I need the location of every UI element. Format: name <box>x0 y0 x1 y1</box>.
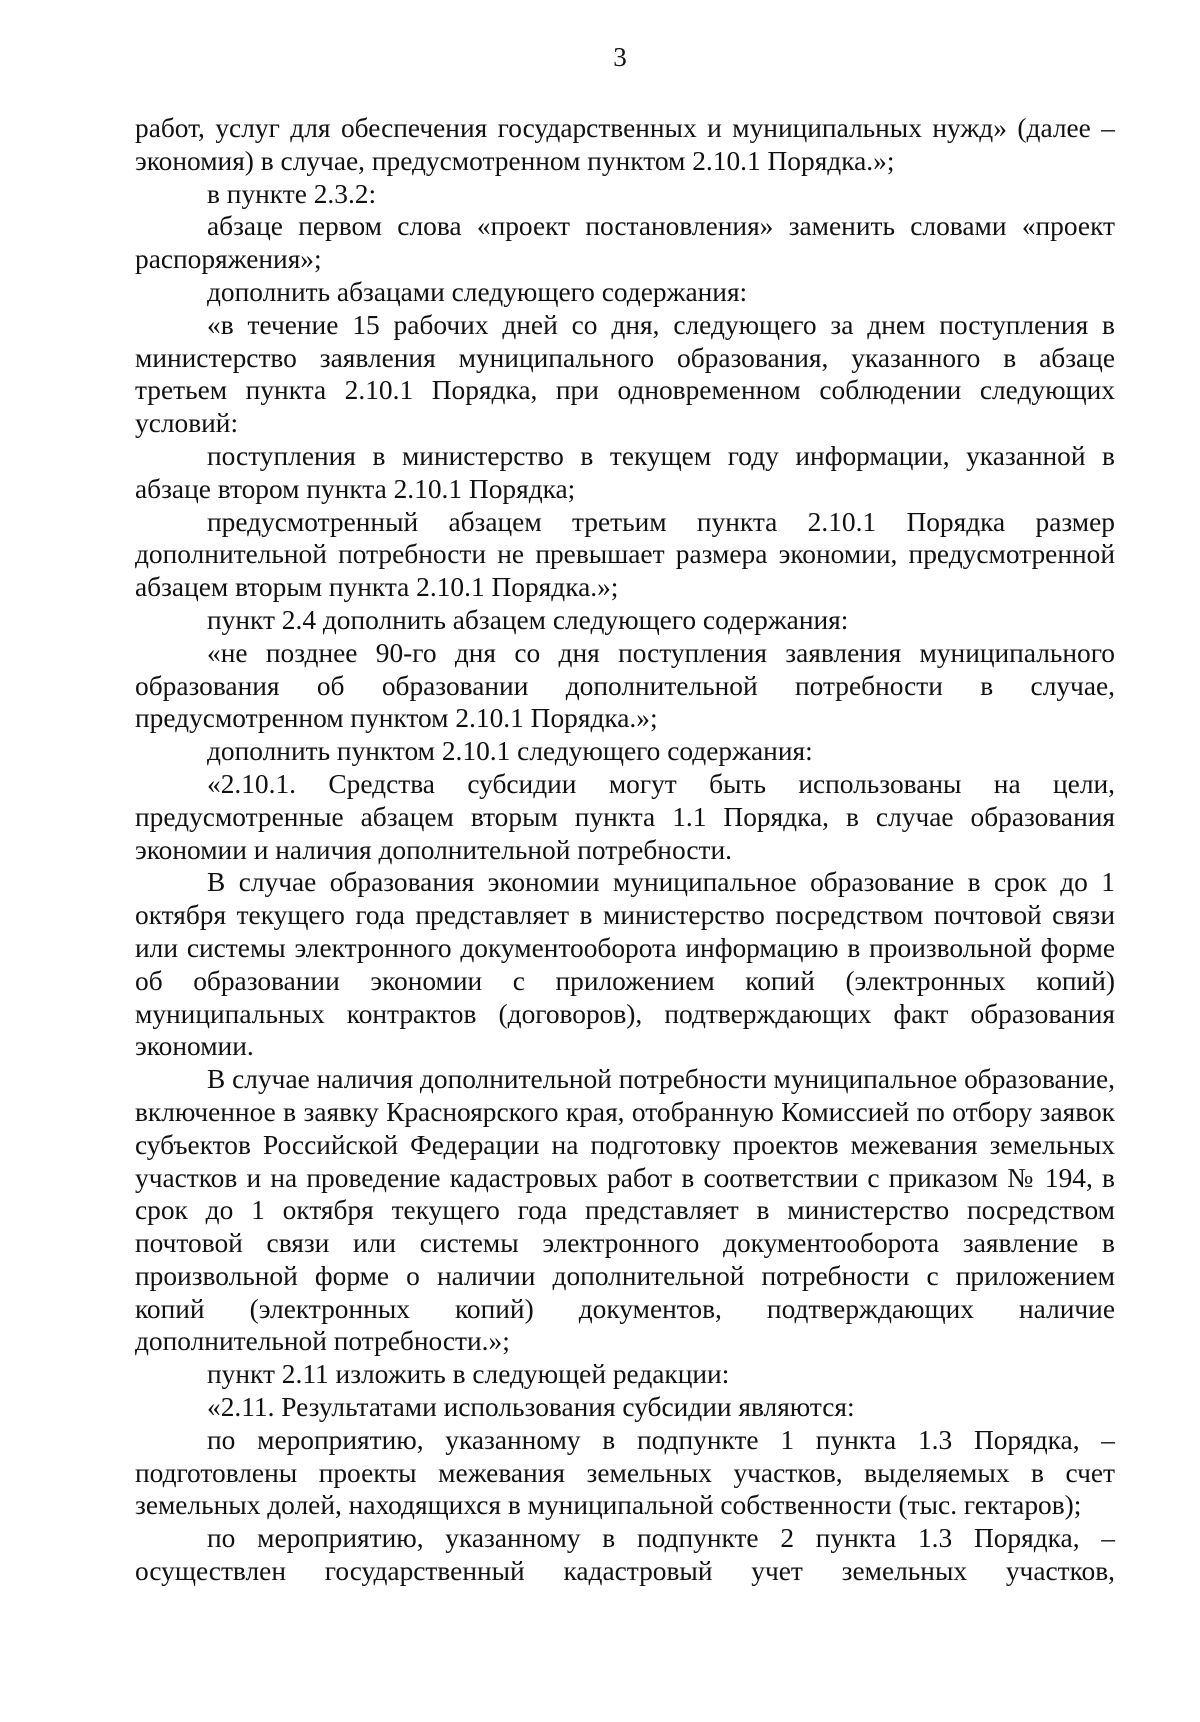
document-body <box>135 112 1115 1588</box>
paragraph: абзаце первом слова «проект постановления» заменить словами «проект распоряжения»; <box>135 211 1115 275</box>
paragraph: «в течение 15 рабочих дней со дня, следующего за днем поступления в министерство заявления муниципального образования, указанного в абзаце третьем пункта 2.10.1 Порядка, при одновременном соблюдении следующих условий: <box>135 309 1115 439</box>
paragraph: работ, услуг для обеспечения государственных и муниципальных нужд» (далее – экономия) в случае, предусмотренном пунктом 2.10.1 Порядка.»; <box>135 113 1115 176</box>
paragraph: дополнить абзацами следующего содержания: <box>207 276 748 307</box>
paragraph: «не позднее 90-го дня со дня поступления заявления муниципального образования об образовании дополнительной потребности в случае, предусмотренном пунктом 2.10.1 Порядка.»; <box>135 637 1115 734</box>
paragraph: дополнить пунктом 2.10.1 следующего содержания: <box>207 736 813 767</box>
page-number: 3 <box>613 42 627 72</box>
paragraph: «2.11. Результатами использования субсидии являются: <box>207 1392 855 1423</box>
paragraph: «2.10.1. Средства субсидии могут быть использованы на цели, предусмотренные абзацем вторым пункта 1.1 Порядка, в случае образования экономии и наличия дополнительной потребности. <box>135 768 1115 865</box>
paragraph: поступления в министерство в текущем году информации, указанной в абзаце втором пункта 2.10.1 Порядка; <box>135 440 1115 504</box>
paragraph: предусмотренный абзацем третьим пункта 2.10.1 Порядка размер дополнительной потребности не превышает размера экономии, предусмотренной абзацем вторым пункта 2.10.1 Порядка.»; <box>135 506 1115 603</box>
paragraph: В случае наличия дополнительной потребности муниципальное образование, включенное в заявку Красноярского края, отобранную Комиссией по отбору заявок субъектов Российской Федерации на подготовку проектов межевания земельных участков и на проведение кадастровых работ в соответствии с приказом № 194, в срок до 1 октября текущего года представляет в министерство посредством почтовой связи или системы электронного документооборота заявление в произвольной форме о наличии дополнительной потребности с приложением копий (электронных копий) документов, подтверждающих наличие дополнительной потребности.»; <box>135 1064 1115 1357</box>
paragraph: В случае образования экономии муниципальное образование в срок до 1 октября текущего года представляет в министерство посредством почтовой связи или системы электронного документооборота информацию в произвольной форме об образовании экономии с приложением копий (электронных копий) муниципальных контрактов (договоров), подтверждающих факт образования экономии. <box>135 867 1115 1062</box>
paragraph: пункт 2.4 дополнить абзацем следующего содержания: <box>207 604 849 635</box>
paragraph: пункт 2.11 изложить в следующей редакции: <box>207 1359 730 1390</box>
paragraph: по мероприятию, указанному в подпункте 2 пункта 1.3 Порядка, – осуществлен государственный кадастровый учет земельных участков, <box>135 1523 1115 1587</box>
paragraph: в пункте 2.3.2: <box>207 178 377 209</box>
paragraph: по мероприятию, указанному в подпункте 1 пункта 1.3 Порядка, – подготовлены проекты межевания земельных участков, выделяемых в счет земельных долей, находящихся в муниципальной собственности (тыс. гектаров); <box>135 1424 1115 1521</box>
